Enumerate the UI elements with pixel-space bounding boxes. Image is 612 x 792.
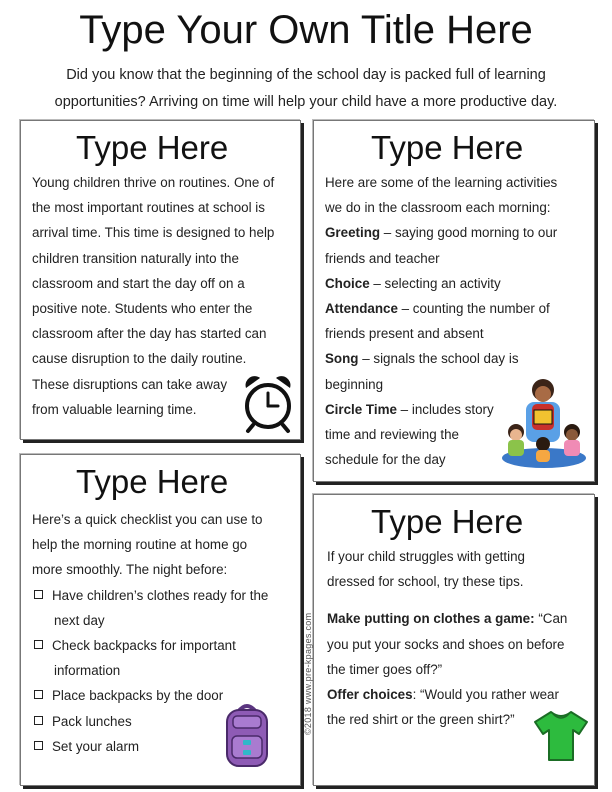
checklist-item: Set your alarm (32, 734, 268, 759)
text-line: from valuable learning time. (32, 401, 197, 417)
text-line: Here are some of the learning activities (325, 175, 558, 190)
activity-term: Choice (325, 275, 370, 291)
text-line: friends and teacher (325, 250, 440, 266)
alarm-clock-icon (240, 374, 296, 432)
text-line: cause disruption to the daily routine. (32, 351, 247, 367)
section-heading-dressing: Type Here (371, 503, 524, 540)
text-line: If your child struggles with getting (327, 549, 525, 564)
text-line: next day (54, 612, 105, 628)
text-line: friends present and absent (325, 326, 484, 342)
text-line: time and reviewing the (325, 427, 459, 443)
text-line: you put your socks and shoes on before (327, 636, 565, 652)
tip-term: Offer choices (327, 687, 413, 703)
dressing-tips (327, 544, 567, 732)
tip-term: Make putting on clothes a game: (327, 611, 535, 627)
activity-item: Greeting – saying good morning to our (325, 225, 558, 241)
text-line: help the morning routine at home go (32, 537, 248, 553)
page-title: Type Your Own Title Here (79, 8, 533, 52)
activity-item: Circle Time – includes story (325, 401, 494, 417)
tip-item: Make putting on clothes a game: “Can (327, 611, 568, 627)
text-line: children transition naturally into the (32, 250, 239, 266)
text-line: the most important routines at school is (32, 200, 265, 216)
checkbox-icon (34, 741, 43, 750)
section-heading-activities: Type Here (371, 129, 524, 166)
intro-line: opportunities? Arriving on time will help your child have a more productive day. (54, 94, 558, 110)
text-line: beginning (325, 376, 384, 392)
text-line: information (54, 663, 121, 679)
text-line: positive note. Students who enter the (32, 301, 253, 317)
routines-paragraph (32, 170, 274, 422)
text-line: classroom after the day has started can (32, 326, 267, 342)
checkbox-icon (34, 690, 43, 699)
activity-item: Choice – selecting an activity (325, 275, 501, 291)
checkbox-icon (34, 716, 43, 725)
text-line: These disruptions can take away (32, 376, 228, 392)
text-line: more smoothly. The night before: (32, 562, 228, 578)
checklist-item: Have children’s clothes ready for the (32, 583, 268, 608)
intro-line: Did you know that the beginning of the school day is packed full of learning (66, 67, 546, 83)
text-line: dressed for school, try these tips. (327, 574, 524, 590)
copyright-text: ©2018 www.pre-kpages.com (303, 612, 313, 735)
tip-item: Offer choices: “Would you rather wear (327, 687, 559, 703)
activity-term: Greeting (325, 225, 381, 241)
intro-text (18, 62, 594, 116)
checklist-item: Check backpacks for important (32, 633, 268, 658)
checklist-item: Place backpacks by the door (32, 683, 268, 708)
text-line: classroom and start the day off on a (32, 275, 245, 291)
activity-term: Circle Time (325, 401, 397, 417)
activity-item: Attendance – counting the number of (325, 301, 550, 317)
section-heading-checklist: Type Here (76, 463, 229, 500)
text-line: the red shirt or the green shirt?” (327, 712, 515, 728)
text-line: the timer goes off?” (327, 661, 443, 677)
text-line: we do in the classroom each morning: (325, 200, 551, 216)
activity-term: Song (325, 351, 359, 367)
text-line: schedule for the day (325, 452, 446, 468)
text-line: Young children thrive on routines. One of (32, 175, 275, 190)
text-line: Here’s a quick checklist you can use to (32, 512, 263, 527)
checkbox-icon (34, 590, 43, 599)
green-shirt-icon (533, 708, 589, 764)
activity-term: Attendance (325, 301, 398, 317)
checklist-item: Pack lunches (32, 709, 268, 734)
backpack-icon (222, 700, 272, 768)
circle-time-children-icon (496, 376, 590, 472)
section-heading-routines: Type Here (76, 129, 229, 166)
activity-item: Song – signals the school day is (325, 351, 519, 367)
text-line: arrival time. This time is designed to help (32, 225, 275, 241)
checkbox-icon (34, 640, 43, 649)
